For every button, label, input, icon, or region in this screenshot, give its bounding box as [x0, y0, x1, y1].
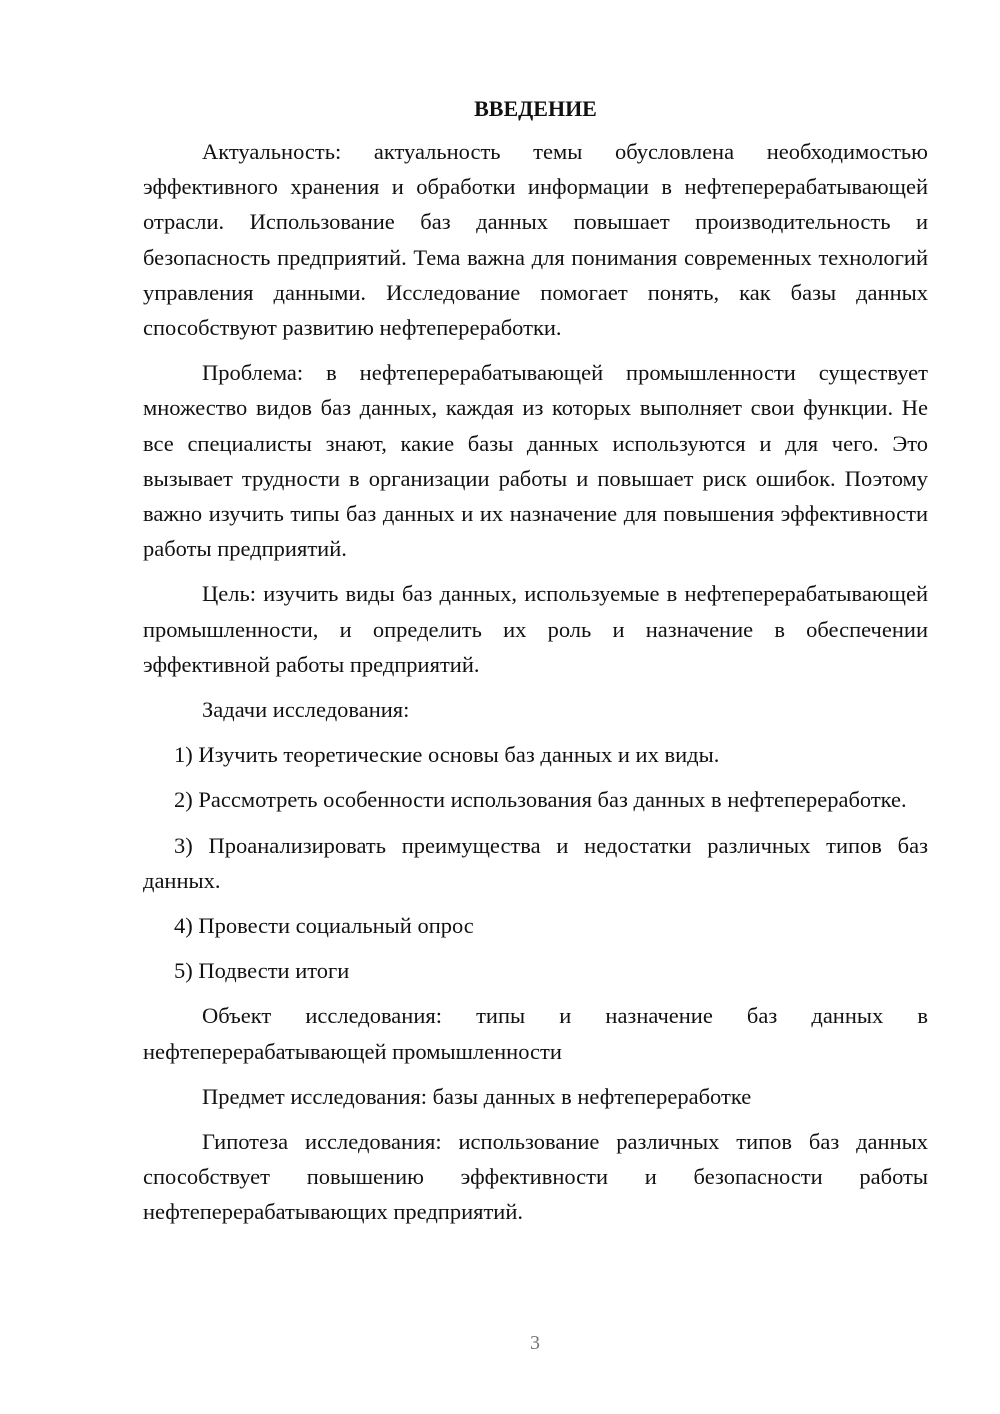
task-item-2: 2) Рассмотреть особенности использования баз данных в нефтепереработке.	[174, 787, 907, 813]
paragraph-relevance: Актуальность: актуальность темы обусловлена необходимостью эффективного хранения и обработки информации в нефтеперерабатывающей отрасли. Использование баз данных повышает производительность и безопасность предприятий. Тема важна для понимания современных технологий управления данными. Исследование помогает понять, как базы данных способствуют развитию нефтепереработки.	[143, 139, 928, 341]
page-number: 3	[530, 1332, 540, 1354]
task-item-1: 1) Изучить теоретические основы баз данных и их виды.	[174, 742, 720, 768]
paragraph-tasks-heading: Задачи исследования:	[202, 697, 410, 723]
page-title: ВВЕДЕНИЕ	[474, 96, 597, 121]
task-item-3: 3) Проанализировать преимущества и недостатки различных типов баз данных.	[143, 832, 928, 893]
paragraph-goal: Цель: изучить виды баз данных, используемые в нефтеперерабатывающей промышленности, и определить их роль и назначение в обеспечении эффективной работы предприятий.	[143, 581, 928, 677]
task-item-4: 4) Провести социальный опрос	[174, 913, 474, 939]
paragraph-subject: Предмет исследования: базы данных в нефтепереработке	[202, 1083, 752, 1109]
paragraph-hypothesis: Гипотеза исследования: использование различных типов баз данных способствует повышению эффективности и безопасности работы нефтеперерабатывающих предприятий.	[143, 1129, 928, 1225]
paragraph-object: Объект исследования: типы и назначение баз данных в нефтеперерабатывающей промышленности	[143, 1003, 928, 1064]
paragraph-problem: Проблема: в нефтеперерабатывающей промышленности существует множество видов баз данных, каждая из которых выполняет свои функции. Не все специалисты знают, какие базы данных используются и для чего. Это вызывает трудности в организации работы и повышает риск ошибок. Поэтому важно изучить типы баз данных и их назначение для повышения эффективности работы предприятий.	[143, 360, 928, 562]
document-page	[143, 94, 928, 1240]
task-item-5: 5) Подвести итоги	[174, 958, 350, 984]
